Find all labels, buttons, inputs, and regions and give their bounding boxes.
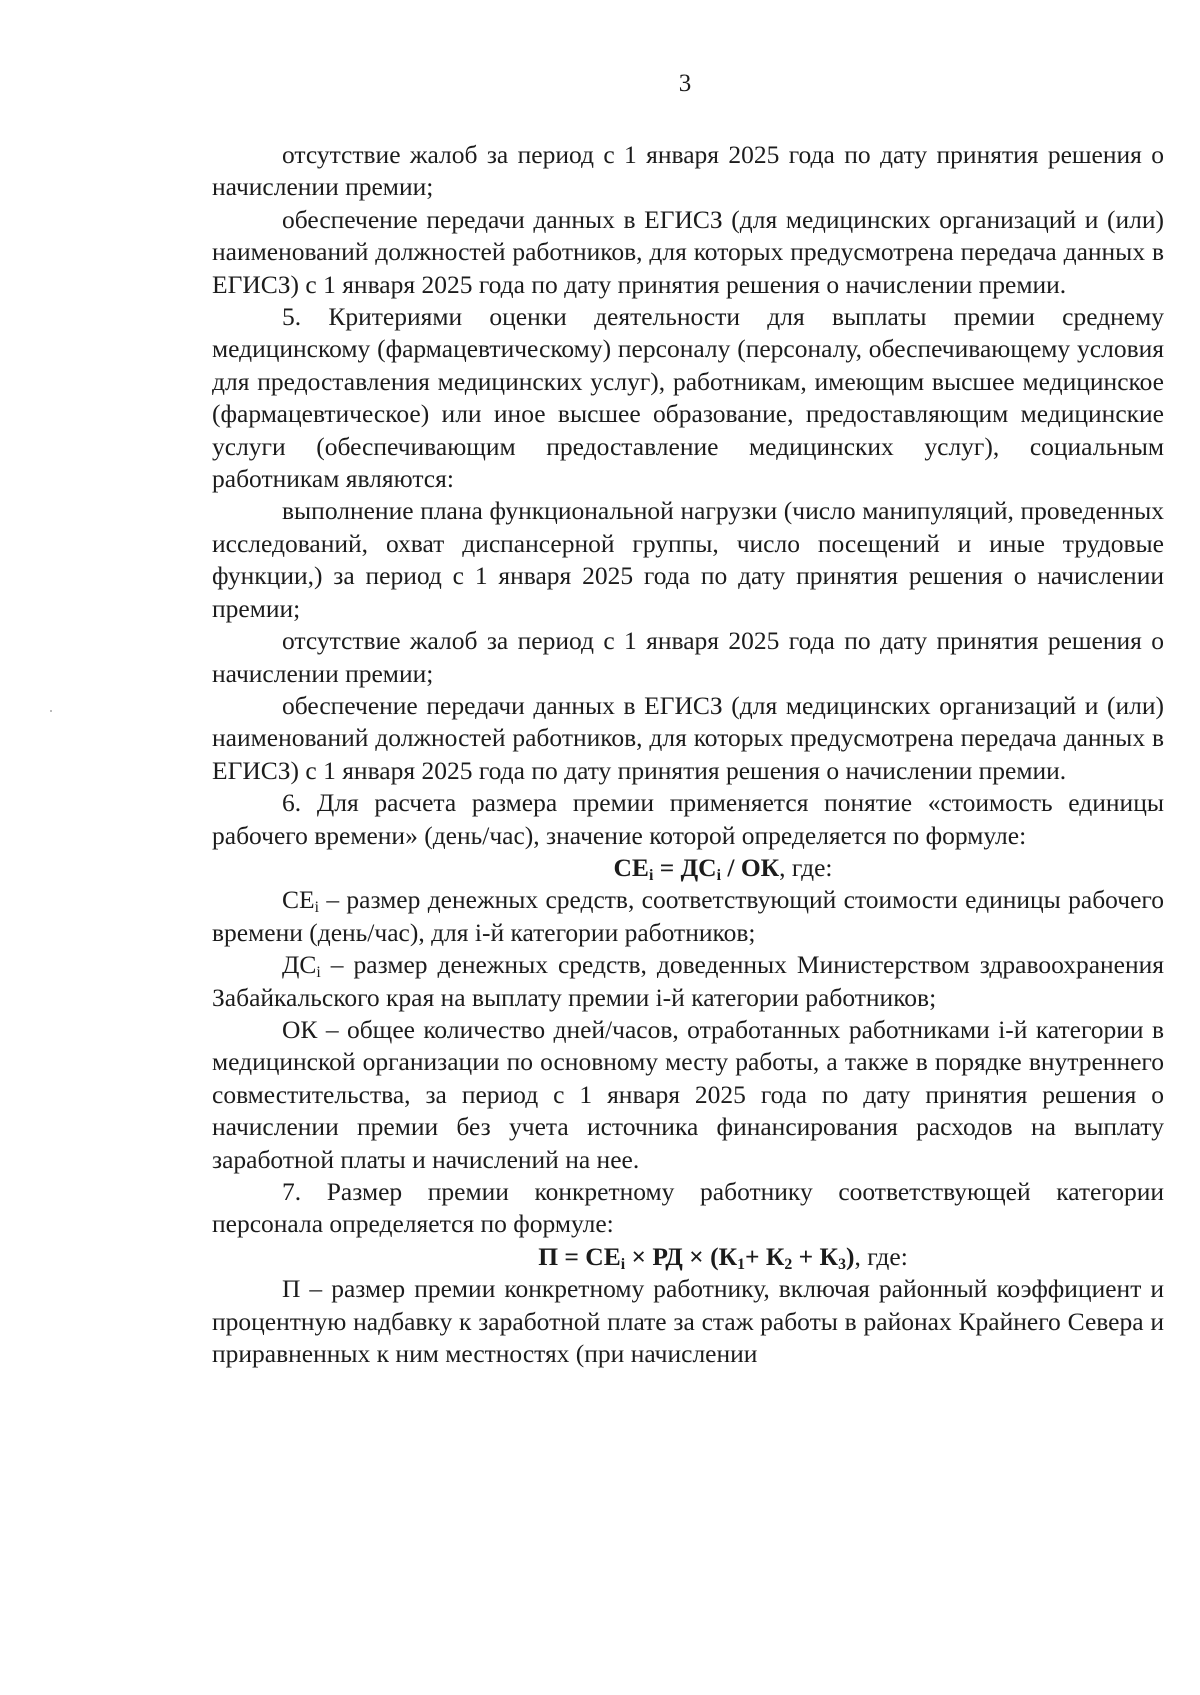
scan-speck	[50, 710, 52, 712]
paragraph: 5. Критериями оценки деятельности для выплаты премии среднему медицинскому (фармацевтическому) персоналу (персоналу, обеспечивающему условия для предоставления медицинских услуг), работникам, имеющим высшее медицинское (фармацевтическое) или иное высшее образование, предоставляющим медицинские услуги (обеспечивающим предоставление медицинских услуг), социальным работникам являются:	[212, 302, 1164, 494]
paragraph: отсутствие жалоб за период с 1 января 2025 года по дату принятия решения о начислении премии;	[212, 626, 1164, 688]
document-body	[212, 139, 1164, 1370]
paragraph: выполнение плана функциональной нагрузки (число манипуляций, проведенных исследований, охват диспансерной группы, число посещений и иные трудовые функции,) за период с 1 января 2025 года по дату принятия решения о начислении премии;	[212, 496, 1164, 623]
definition-p: П – размер премии конкретному работнику, включая районный коэффициент и процентную надбавку к заработной плате за стаж работы в районах Крайнего Севера и приравненных к ним местностях (при начислении	[212, 1274, 1164, 1369]
paragraph: обеспечение передачи данных в ЕГИСЗ (для медицинских организаций и (или) наименований должностей работников, для которых предусмотрена передача данных в ЕГИСЗ) с 1 января 2025 года по дату принятия решения о начислении премии.	[212, 204, 1164, 299]
definition-ok: ОК – общее количество дней/часов, отработанных работниками i-й категории в медицинской организации по основному месту работы, а также в порядке внутреннего совместительства, за период с 1 января 2025 года по дату принятия решения о начислении премии без учета источника финансирования расходов на выплату заработной платы и начислений на нее.	[212, 1014, 1164, 1174]
definition-ds: $ДС_i$ – размер денежных средств, доведенных Министерством здравоохранения Забайкальского края на выплату премии i-й категории работников;	[212, 950, 1164, 1012]
paragraph: обеспечение передачи данных в ЕГИСЗ (для медицинских организаций и (или) наименований должностей работников, для которых предусмотрена передача данных в ЕГИСЗ) с 1 января 2025 года по дату принятия решения о начислении премии.	[212, 690, 1164, 785]
page-number: 3	[678, 70, 692, 97]
paragraph: 6. Для расчета размера премии применяется понятие «стоимость единицы рабочего времени» (день/час), значение которой определяется по формуле:	[212, 788, 1164, 850]
formula-unit-cost: $CE_i = ДС_i$ / ОК, где:	[613, 852, 833, 884]
definition-ce: $CE_i$ – размер денежных средств, соответствующий стоимости единицы рабочего времени (день/час), для i-й категории работников;	[212, 885, 1164, 947]
paragraph: отсутствие жалоб за период с 1 января 2025 года по дату принятия решения о начислении премии;	[212, 140, 1164, 202]
paragraph: 7. Размер премии конкретному работнику соответствующей категории персонала определяется по формуле:	[212, 1177, 1164, 1239]
formula-bonus: $П = СЕ_i$ × РД × $(К_1+ К_2 + К_3)$, где:	[538, 1241, 908, 1273]
